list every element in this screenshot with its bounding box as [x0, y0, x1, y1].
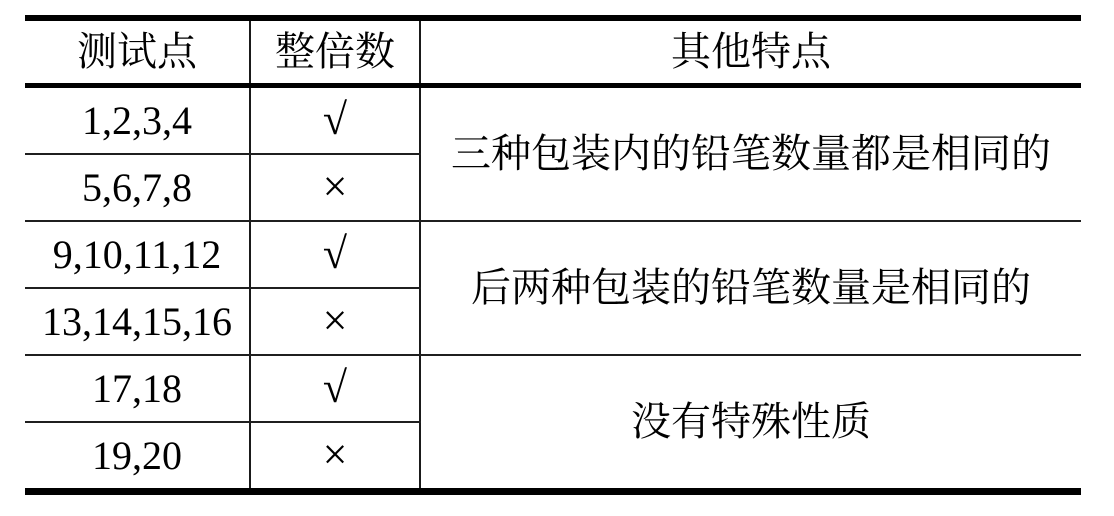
header-row — [25, 18, 1081, 86]
test-points-cell: 1,2,3,4 — [25, 86, 250, 155]
table-container — [25, 15, 1081, 495]
test-results-table — [25, 15, 1081, 495]
test-points-cell: 19,20 — [25, 422, 250, 492]
other-features-note: 三种包装内的铅笔数量都是相同的 — [420, 86, 1081, 222]
table-row — [25, 86, 1081, 155]
cross-mark-cell: × — [250, 288, 420, 355]
check-mark-cell: √ — [250, 355, 420, 422]
header-other-features: 其他特点 — [420, 18, 1081, 86]
other-features-note: 后两种包装的铅笔数量是相同的 — [420, 221, 1081, 355]
check-mark-cell: √ — [250, 221, 420, 288]
header-integer-multiple: 整倍数 — [250, 18, 420, 86]
test-points-cell: 17,18 — [25, 355, 250, 422]
other-features-note: 没有特殊性质 — [631, 399, 871, 444]
cross-mark-cell: × — [250, 154, 420, 221]
table-row — [25, 221, 1081, 288]
test-points-cell: 9,10,11,12 — [25, 221, 250, 288]
cross-mark-cell: × — [250, 422, 420, 492]
test-points-cell: 5,6,7,8 — [25, 154, 250, 221]
header-test-points: 测试点 — [25, 18, 250, 86]
test-points-cell: 13,14,15,16 — [25, 288, 250, 355]
table-row — [25, 355, 1081, 422]
check-mark-cell: √ — [250, 86, 420, 155]
